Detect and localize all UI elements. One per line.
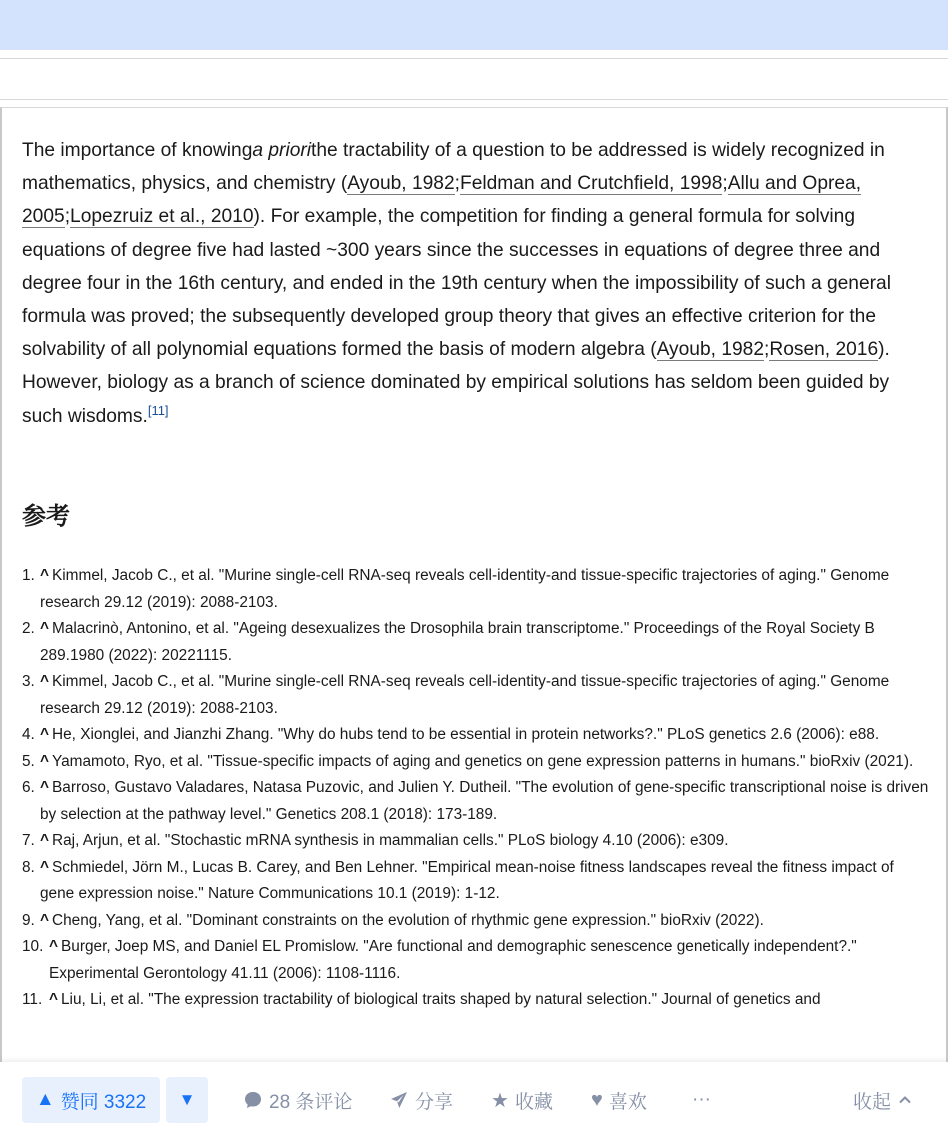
triangle-down-icon: ▼ — [178, 1090, 196, 1109]
reference-number: 2. — [22, 620, 35, 637]
reference-number: 6. — [22, 779, 35, 796]
comments-button[interactable] — [243, 1086, 352, 1114]
reference-text: Malacrinò, Antonino, et al. "Ageing desexualizes the Drosophila brain transcriptome." Proceedings of the Royal Society B 289.1980 (2022): 20221115. — [40, 620, 875, 664]
reference-item — [22, 722, 932, 749]
backlink-caret[interactable]: ^ — [40, 673, 49, 690]
paragraph-text: ). However, biology as a branch of science dominated by empirical solutions has seldom been guided by such wisdoms. — [22, 339, 890, 427]
more-label: ··· — [692, 1089, 711, 1110]
references-heading: 参考 — [22, 502, 70, 530]
reference-item — [22, 828, 932, 855]
reference-text: He, Xionglei, and Jianzhi Zhang. "Why do hubs tend to be essential in protein networks?." PLoS genetics 2.6 (2006): e88. — [52, 726, 880, 743]
backlink-caret[interactable]: ^ — [40, 567, 49, 584]
browser-top-band — [0, 0, 948, 50]
page-sub-bar — [0, 58, 948, 100]
comments-label: 28 条评论 — [269, 1091, 353, 1113]
reference-number: 9. — [22, 911, 35, 929]
reference-text: Burger, Joep MS, and Daniel EL Promislow. "Are functional and demographic senescence genetically independent?." Experimental Gerontology 41.11 (2006): 1108-1116. — [49, 938, 857, 982]
reference-item — [22, 669, 932, 722]
reference-number: 7. — [22, 832, 35, 849]
paper-plane-icon — [389, 1090, 409, 1110]
citation-link[interactable]: Lopezruiz et al., 2010 — [70, 206, 254, 228]
vote-up-button[interactable] — [22, 1077, 160, 1123]
reference-text: Yamamoto, Ryo, et al. "Tissue-specific impacts of aging and genetics on gene expression patterns in humans." bioRxiv (2021). — [52, 752, 914, 770]
reference-item — [22, 934, 932, 987]
reference-item — [22, 563, 932, 616]
like-label: 喜欢 — [608, 1091, 647, 1113]
collapse-label: 收起 — [853, 1091, 892, 1113]
reference-item — [22, 775, 932, 828]
reference-item — [22, 855, 932, 908]
reference-text: Barroso, Gustavo Valadares, Natasa Puzovic, and Julien Y. Dutheil. "The evolution of gene-specific transcriptional noise is driven by selection at the pathway level." Genetics 208.1 (2018): 173-189. — [40, 779, 929, 823]
paragraph-text: ). For example, the competition for finding a general formula for solving equations of degree five had lasted ~300 years since the successes in equations of degree three and degree four in the 16th century, and ended in the 19th century when the impossibility of such a general formula was proved; the subsequently developed group theory that gives an effective criterion for the solvability of all polynomial equations formed the basis of modern algebra ( — [22, 206, 891, 361]
citation-separator: ; — [764, 339, 770, 361]
star-icon: ★ — [491, 1089, 509, 1112]
reference-item — [22, 908, 932, 935]
citation-link[interactable]: Ayoub, 1982 — [656, 339, 764, 361]
more-button[interactable] — [692, 1086, 711, 1114]
reference-text: Cheng, Yang, et al. "Dominant constraints on the evolution of rhythmic gene expression." bioRxiv (2022). — [52, 911, 764, 929]
reference-number: 4. — [22, 726, 35, 743]
reference-item — [22, 616, 932, 669]
answer-action-bar — [0, 1062, 948, 1140]
reference-number: 8. — [22, 858, 35, 876]
vote-down-button[interactable] — [166, 1077, 208, 1123]
backlink-caret[interactable]: ^ — [40, 911, 49, 929]
backlink-caret[interactable]: ^ — [40, 858, 49, 876]
backlink-caret[interactable]: ^ — [40, 832, 49, 849]
citation-link[interactable]: Rosen, 2016 — [769, 339, 879, 361]
citation-link[interactable]: Feldman and Crutchfield, 1998 — [459, 173, 723, 195]
paragraph-text: The importance of knowing — [22, 140, 253, 161]
reference-number: 11. — [22, 991, 43, 1008]
citation-link[interactable]: Allu and Oprea, 2005 — [22, 173, 862, 228]
collect-label: 收藏 — [514, 1091, 553, 1113]
reference-number: 5. — [22, 752, 35, 770]
citation-separator: ; — [722, 173, 728, 195]
triangle-up-icon: ▲ — [35, 1089, 55, 1110]
comment-bubble-icon — [243, 1090, 263, 1110]
paragraph-text: the tractability of a question to be addressed is widely recognized in mathematics, physics, and chemistry ( — [22, 140, 885, 195]
backlink-caret[interactable]: ^ — [40, 752, 49, 770]
reference-text: Liu, Li, et al. "The expression tractability of biological traits shaped by natural selection." Journal of genetics and — [61, 991, 821, 1008]
citation-separator: ; — [454, 173, 460, 195]
vote-up-label: 赞同 3322 — [60, 1091, 147, 1113]
reference-list — [22, 563, 932, 1014]
footnote-link[interactable]: [11] — [147, 402, 169, 418]
like-button[interactable] — [591, 1086, 647, 1114]
chevron-up-icon — [897, 1092, 913, 1108]
collect-button[interactable] — [491, 1086, 553, 1114]
reference-text: Kimmel, Jacob C., et al. "Murine single-cell RNA-seq reveals cell-identity-and tissue-specific trajectories of aging." Genome research 29.12 (2019): 2088-2103. — [40, 567, 890, 611]
reference-item — [22, 987, 932, 1014]
share-button[interactable] — [389, 1086, 453, 1114]
reference-number: 1. — [22, 567, 35, 584]
reference-text: Schmiedel, Jörn M., Lucas B. Carey, and Ben Lehner. "Empirical mean-noise fitness landscapes reveal the fitness impact of gene expression noise." Nature Communications 10.1 (2019): 1-12. — [40, 858, 894, 902]
backlink-caret[interactable]: ^ — [49, 938, 58, 955]
article-paragraph — [22, 134, 927, 433]
reference-number: 3. — [22, 673, 35, 690]
reference-item — [22, 749, 932, 776]
backlink-caret[interactable]: ^ — [40, 726, 49, 743]
backlink-caret[interactable]: ^ — [49, 991, 58, 1008]
share-label: 分享 — [415, 1091, 454, 1113]
citation-link[interactable]: Ayoub, 1982 — [347, 173, 455, 195]
collapse-button[interactable] — [853, 1086, 913, 1114]
citation-separator: ; — [64, 206, 71, 228]
reference-text: Raj, Arjun, et al. "Stochastic mRNA synthesis in mammalian cells." PLoS biology 4.10 (2006): e309. — [52, 832, 729, 849]
backlink-caret[interactable]: ^ — [40, 779, 49, 796]
paragraph-emphasis: a priori — [252, 140, 312, 161]
reference-number: 10. — [22, 938, 44, 955]
reference-text: Kimmel, Jacob C., et al. "Murine single-cell RNA-seq reveals cell-identity-and tissue-specific trajectories of aging." Genome research 29.12 (2019): 2088-2103. — [40, 673, 890, 717]
backlink-caret[interactable]: ^ — [40, 620, 49, 637]
heart-icon: ♥ — [591, 1088, 603, 1111]
